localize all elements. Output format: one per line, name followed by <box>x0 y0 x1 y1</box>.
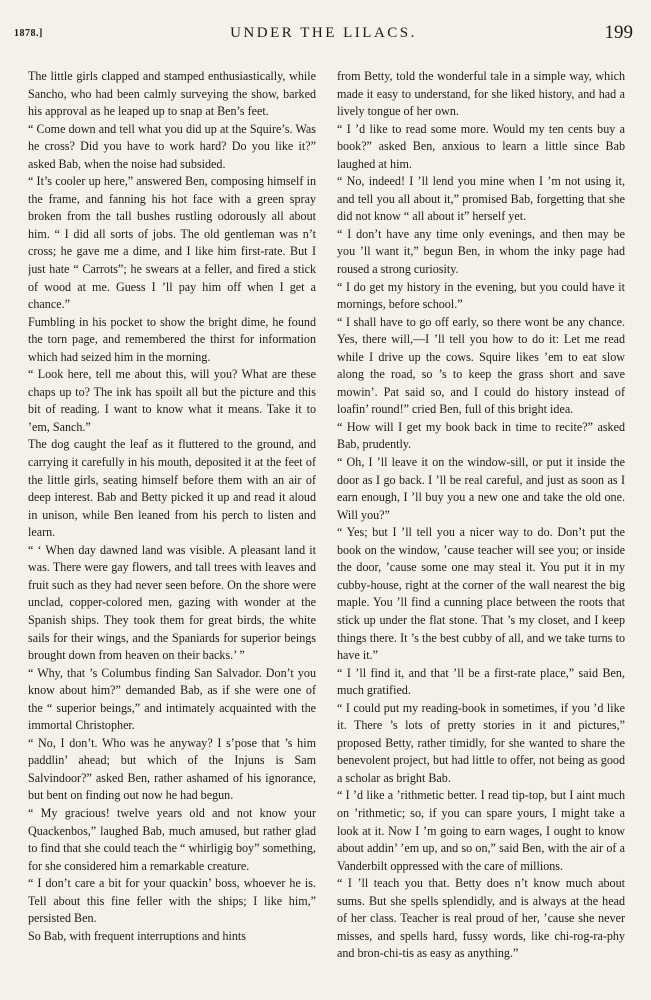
paragraph: “ I don’t have any time only evenings, and then may be you ’ll want it,” begun Ben, in whom the inky page had roused a strong curiosity. <box>337 226 625 277</box>
page-number: 199 <box>604 22 633 43</box>
paragraph: “ I shall have to go off early, so there wont be any chance. Yes, there will,—I ’ll tell you how to do it: Let me read while I drive up the cows. Squire likes ’em to eat slow along the road, so ’s to keep the grass short and save mowin’. Pat said so, and I could do history instead of loafin’ round!” cried Ben, full of this bright idea. <box>337 314 625 417</box>
paragraph: “ I ’ll teach you that. Betty does n’t know much about sums. But she spells splendidly, and is always at the head of her class. Teacher is real proud of her, ’cause she never misses, and spells hard, fussy words, like chi-rog-ra-phy and bron-chi-tis as easy as anything.” <box>337 876 625 961</box>
paragraph: “ I ’d like a ’rithmetic better. I read tip-top, but I aint much on ’rithmetic; so, if you can spare yours, I might take a look at it. Now I ’m going to earn wages, I ought to know about addin’ ’em up, and so on,” said Ben, with the air of a Vanderbilt oppressed with the care of millions. <box>337 788 625 873</box>
text-columns <box>28 68 625 968</box>
paragraph: “ It’s cooler up here,” answered Ben, composing himself in the frame, and fanning his hot face with a green spray broken from the tall bushes rustling odorously all about him. “ I did all sorts of jobs. The old gentleman was n’t cross; he gave me a dime, and I like him first-rate. But I just hate “ Carrots”; he swears at a feller, and fired a stick of wood at me. Guess I ’ll pay him off when I get a chance.” <box>28 174 316 312</box>
paragraph: So Bab, with frequent interruptions and hints <box>28 928 246 943</box>
header-title: UNDER THE LILACS. <box>230 25 417 41</box>
header-date: 1878.] <box>14 28 43 39</box>
paragraph: from Betty, told the wonderful tale in a simple way, which made it easy to understand, for she liked history, and had a lively tongue of her own. <box>337 69 625 119</box>
paragraph: Fumbling in his pocket to show the bright dime, he found the torn page, and remembered the thirst for information which had seized him in the morning. <box>28 314 316 364</box>
right-column <box>337 68 625 968</box>
paragraph: “ No, indeed! I ’ll lend you mine when I ’m not using it, and tell you all about it,” promised Bab, forgetting that she did not know “ all about it” herself yet. <box>337 174 625 224</box>
running-header <box>14 22 633 46</box>
paragraph: “ Look here, tell me about this, will you? What are these chaps up to? The ink has spoilt all but the picture and this bit of reading. I want to know what it means. Take it to ’em, Sanch.” <box>28 367 316 434</box>
paragraph: “ Why, that ’s Columbus finding San Salvador. Don’t you know about him?” demanded Bab, as if she were one of the “ superior beings,” and intimately acquainted with the immortal Christopher. <box>28 665 316 733</box>
paragraph: The dog caught the leaf as it fluttered to the ground, and carrying it carefully in his mouth, deposited it at the feet of the little girls, seating himself before them with an air of deep interest. Bab and Betty picked it up and read it aloud in unison, while Ben leaned from his perch to listen and learn. <box>28 437 316 540</box>
paragraph: “ I ’d like to read some more. Would my ten cents buy a book?” asked Ben, anxious to learn a little since Bab laughed at him. <box>337 121 625 171</box>
paragraph: “ My gracious! twelve years old and not know your Quackenbos,” laughed Bab, much amused, but rather glad to find that she could teach the “ whirligig boy” something, for she considered him a remarkable creature. <box>28 805 316 873</box>
paragraph: The little girls clapped and stamped enthusiastically, while Sancho, who had been calmly surveying the show, barked his approval as he leaped up to snap at Ben’s feet. <box>28 69 316 119</box>
paragraph: “ Come down and tell what you did up at the Squire’s. Was he cross? Did you have to work hard? Do you like it?” asked Bab, when the noise had subsided. <box>28 121 316 171</box>
paragraph: “ I don’t care a bit for your quackin’ boss, whoever he is. Tell about this fine feller with the ships; I like him,” persisted Ben. <box>28 876 316 926</box>
left-column <box>28 68 316 968</box>
paragraph: “ Yes; but I ’ll tell you a nicer way to do. Don’t put the book on the window, ’cause teacher will see you; or inside the door, ’cause some one may steal it. You put it in my cubby-house, right at the corner of the wall nearest the big maple. You ’ll find a cunning place between the roots that stick up under the flat stone. That ’s my closet, and I keep things there. It ’s the best cubby of all, and we take turns to have it.” <box>337 525 625 663</box>
paragraph: “ How will I get my book back in time to recite?” asked Bab, prudently. <box>337 419 625 452</box>
paragraph: “ No, I don’t. Who was he anyway? I s’pose that ’s him paddlin’ ahead; but which of the Injuns is Sam Salvindoor?” asked Ben, rather ashamed of his ignorance, but bent on finding out now he had begun. <box>28 735 316 803</box>
paragraph: “ ‘ When day dawned land was visible. A pleasant land it was. There were gay flowers, and tall trees with leaves and fruit such as they had never seen before. On the shore were unclad, copper-colored men, gazing with wonder at the Spanish ships. They took them for great birds, the white sails for their wings, and the Spaniards for superior beings brought down from heaven on their backs.’ ” <box>28 542 316 663</box>
paragraph: “ I do get my history in the evening, but you could have it mornings, before school.” <box>337 279 625 312</box>
paragraph: “ Oh, I ’ll leave it on the window-sill, or put it inside the door as I go back. I ’ll be real careful, and just as soon as I earn enough, I ’ll buy you a new one and take the old one. Will you?” <box>337 455 625 522</box>
paragraph: “ I ’ll find it, and that ’ll be a first-rate place,” said Ben, much gratified. <box>337 665 625 698</box>
paragraph: “ I could put my reading-book in sometimes, if you ’d like it. There ’s lots of pretty stories in it and pictures,” proposed Betty, rather timidly, for she wanted to share the benevolent project, but had little to offer, not being as good a scholar as bright Bab. <box>337 700 625 785</box>
